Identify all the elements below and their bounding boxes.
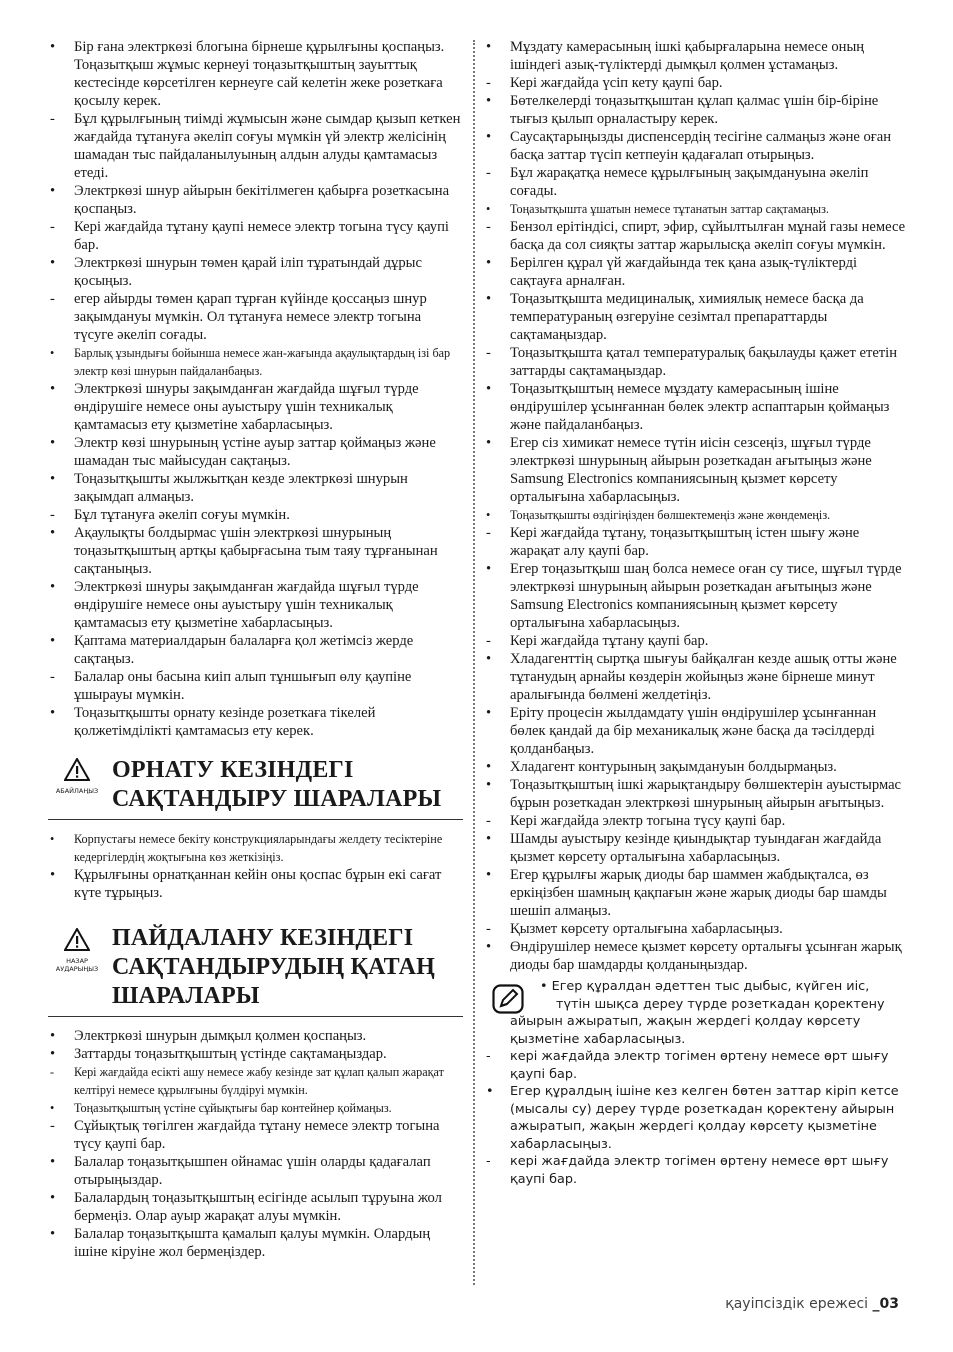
list-item-text: Бұл жарақатқа немесе құрылғының зақымдануына әкеліп соғады. bbox=[510, 165, 869, 199]
list-item bbox=[48, 470, 463, 506]
bullet-marker: • bbox=[486, 777, 492, 793]
bullet-marker: • bbox=[486, 867, 492, 883]
list-item-text: Электр көзі шнурының үстіне ауыр заттар қоймаңыз және шамадан тыс майысудан сақтаңыз. bbox=[74, 435, 436, 469]
list-item-text: Тоңазытқышты өздігіңізден бөлшектемеңіз және жөндемеңіз. bbox=[510, 508, 831, 522]
list-item-text: Кері жағдайда тұтану қаупі бар. bbox=[510, 633, 709, 649]
dash-marker: - bbox=[486, 219, 491, 235]
list-item-text: Балалар оны басына киіп алып тұншығып өлу қаупіне ұшырауы мүмкін. bbox=[74, 669, 412, 703]
list-item-text: Егер құралдың ішіне кез келген бөтен заттар кіріп кетсе (мысалы су) дереу түрде розеткадан қоректену айырын ажыратып, жақын жердегі қолдау көрсету қызметіне хабарласыңыз. bbox=[510, 1084, 899, 1152]
bullet-marker: • bbox=[486, 651, 492, 667]
list-item bbox=[484, 812, 910, 830]
bullet-marker: • bbox=[50, 183, 56, 199]
list-item bbox=[48, 254, 463, 290]
list-item bbox=[48, 1045, 463, 1063]
list-item-text: Бұл құрылғының тиімді жұмысын және сымдар қызып кеткен жағдайда тұтануға әкеліп соғуы мүмкін үй электр желісінің шамадан тыс пайдаланылуының алдын алуды қамтамасыз етеді. bbox=[74, 111, 461, 181]
bullet-marker: • bbox=[486, 1084, 494, 1099]
bullet-marker: • bbox=[50, 579, 56, 595]
bullet-marker: • bbox=[50, 471, 56, 487]
bullet-marker: • bbox=[486, 435, 492, 451]
dash-marker: - bbox=[486, 813, 491, 829]
list-item-text: Саусақтарыңызды диспенсердің тесігіне салмаңыз және оған басқа заттар түсіп кетпеуін қадағалап отырыңыз. bbox=[510, 129, 892, 163]
bullet-marker: • bbox=[50, 525, 56, 541]
list-item bbox=[484, 164, 910, 200]
dash-marker: - bbox=[486, 165, 491, 181]
list-item bbox=[484, 290, 910, 344]
list-item bbox=[484, 1153, 910, 1188]
list-item bbox=[48, 704, 463, 740]
note-rest: айырын ажыратып, жақын жердегі қолдау көрсету қызметіне хабарласыңыз. bbox=[510, 1014, 861, 1047]
list-item-text: Кері жағдайда электр тогына түсу қаупі бар. bbox=[510, 813, 786, 829]
dash-marker: - bbox=[486, 525, 491, 541]
dash-marker: - bbox=[486, 75, 491, 91]
bullet-marker: • bbox=[486, 255, 492, 271]
bullet-marker: • bbox=[50, 381, 56, 397]
caution-caption-2: АУДАРЫҢЫЗ bbox=[55, 965, 99, 973]
list-item bbox=[48, 434, 463, 470]
list-item-text: Бензол ерітіндісі, спирт, эфир, сұйылтылған мұнай газы немесе басқа да сол сияқты заттар жарылысқа әкеліп соғуы мүмкін. bbox=[510, 219, 906, 253]
list-item-text: Қаптама материалдарын балаларға қол жетімсіз жерде сақтаңыз. bbox=[74, 633, 414, 667]
section-title-line1: ОРНАТУ КЕЗІНДЕГІ bbox=[112, 757, 354, 783]
list-item bbox=[48, 1063, 463, 1099]
list-item-text: Тоңазытқышта ұшатын немесе тұтанатын заттар сақтамаңыз. bbox=[510, 202, 829, 216]
list-item bbox=[484, 254, 910, 290]
list-item-text: Егер сіз химикат немесе түтін иісін сезсеңіз, шұғыл түрде электркөзі шнурының айырын розеткадан ағытыңыз және Samsung Electronics компаниясының қызмет көрсету орталығына хабарласыңыз. bbox=[510, 435, 872, 505]
list-item-text: Тоңазытқыштың ішкі жарықтандыру бөлшектерін ауыстырмас бұрын розеткадан электркөзі шнурының айырын ағытыңыз. bbox=[510, 777, 902, 811]
list-item bbox=[484, 758, 910, 776]
list-item bbox=[48, 524, 463, 578]
list-item-text: Өндірушілер немесе қызмет көрсету орталығы ұсынған жарық диоды бар шамдарды қолданыңыздар. bbox=[510, 939, 902, 973]
list-item bbox=[48, 1027, 463, 1045]
page-number: _03 bbox=[872, 1296, 899, 1312]
list-item-text: Егер тоңазытқыш шаң болса немесе оған су тисе, шұғыл түрде электркөзі шнурының айырын розеткадан ағытыңыз және Samsung Electronics компаниясының қызмет көрсету орталығына хабарласыңыз. bbox=[510, 561, 902, 631]
list-item-text: Бөтелкелерді тоңазытқыштан құлап қалмас үшін бір-біріне тығыз қылып орналастыру керек. bbox=[510, 93, 879, 127]
list-item bbox=[48, 1153, 463, 1189]
list-item-text: Электркөзі шнуры зақымданған жағдайда шұғыл түрде өндірушіге немесе оны ауыстыру үшін техникалық қамтамасыз ету қызметіне хабарласыңыз. bbox=[74, 381, 419, 433]
list-item-text: Тоңазытқыштың үстіне сұйықтығы бар контейнер қоймаңыз. bbox=[74, 1101, 392, 1115]
dash-marker: - bbox=[486, 921, 491, 937]
list-item-text: Электркөзі шнуры зақымданған жағдайда шұғыл түрде өндірушіге немесе оны ауыстыру үшін техникалық қамтамасыз ету қызметіне хабарласыңыз. bbox=[74, 579, 419, 631]
list-item bbox=[484, 866, 910, 920]
list-item-text: Тоңазытқышта қатал температуралық бақылауды қажет ететін заттарды сақтамаңыздар. bbox=[510, 345, 898, 379]
dash-marker: - bbox=[50, 1118, 55, 1134]
list-item bbox=[484, 632, 910, 650]
bullet-marker: • bbox=[486, 705, 492, 721]
list-item-text: Шамды ауыстыру кезінде қиындықтар туындаған жағдайда қызмет көрсету орталығына хабарласыңыз. bbox=[510, 831, 882, 865]
list-item-text: Кері жағдайда есікті ашу немесе жабу кезінде зат құлап қалып жарақат келтіруі немесе құрылғыны бүлдіруі мүмкін. bbox=[74, 1065, 444, 1097]
list-item bbox=[484, 506, 910, 524]
warning-icon bbox=[48, 758, 106, 795]
bullet-marker: • bbox=[486, 561, 492, 577]
bullet-marker: • bbox=[486, 831, 492, 847]
list-item bbox=[484, 380, 910, 434]
list-item bbox=[48, 1225, 463, 1261]
list-item-text: Еріту процесін жылдамдату үшін өндірушілер ұсынғаннан бөлек қандай да бір механикалық және басқа да тәсілдерді қолданбаңыз. bbox=[510, 705, 877, 757]
bullet-marker: • bbox=[50, 867, 56, 883]
bullet-marker: • bbox=[50, 705, 56, 721]
dash-marker: - bbox=[50, 291, 55, 307]
bullet-marker: • bbox=[50, 255, 56, 271]
list-item bbox=[484, 344, 910, 380]
list-item-text: кері жағдайда электр тогімен өртену немесе өрт шығу қаупі бар. bbox=[510, 1154, 889, 1187]
section-title-line2: САҚТАНДЫРУ ШАРАЛАРЫ bbox=[112, 786, 442, 812]
footer-label: қауіпсіздік ережесі bbox=[725, 1296, 873, 1312]
list-item bbox=[48, 1099, 463, 1117]
list-item bbox=[48, 290, 463, 344]
list-item bbox=[484, 650, 910, 704]
list-item bbox=[48, 1189, 463, 1225]
list-item-text: Корпустағы немесе бекіту конструкцияларындағы желдету тесіктеріне кедергілердің жоқтығына көз жеткізіңіз. bbox=[74, 832, 443, 864]
list-item bbox=[48, 110, 463, 182]
section-heading-installation bbox=[48, 750, 463, 820]
list-item bbox=[48, 578, 463, 632]
bullet-marker: • bbox=[50, 633, 56, 649]
list-item-text: Құрылғыны орнатқаннан кейін оны қоспас бұрын екі сағат күте тұрыңыз. bbox=[74, 867, 442, 901]
note-line-1: • Егер құралдан әдеттен тыс дыбыс, күйген иіс, bbox=[540, 979, 870, 994]
dash-marker: - bbox=[486, 633, 491, 649]
right-list-usage bbox=[484, 38, 910, 974]
list-item-text: Балалар тоңазытқышпен ойнамас үшін оларды қадағалап отырыңыздар. bbox=[74, 1154, 431, 1188]
list-item-text: Тоңазытқышты жылжытқан кезде электркөзі шнурын зақымдап алмаңыз. bbox=[74, 471, 408, 505]
list-item-text: Балалар тоңазытқышта қамалып қалуы мүмкін. Олардың ішіне кіруіне жол бермеңіздер. bbox=[74, 1226, 431, 1260]
bullet-marker: • bbox=[486, 129, 492, 145]
column-divider bbox=[473, 40, 475, 1285]
bullet-marker: • bbox=[486, 291, 492, 307]
list-item-text: Кері жағдайда үсіп кету қаупі бар. bbox=[510, 75, 723, 91]
list-item bbox=[484, 938, 910, 974]
left-list-power bbox=[48, 38, 463, 740]
bullet-marker: • bbox=[50, 1226, 56, 1242]
note-block bbox=[484, 978, 910, 1048]
bullet-marker: • bbox=[486, 93, 492, 109]
list-item bbox=[48, 344, 463, 380]
list-item bbox=[484, 128, 910, 164]
list-item-text: Электркөзі шнурын төмен қарай іліп тұратындай дұрыс қосыңыз. bbox=[74, 255, 422, 289]
list-item bbox=[48, 380, 463, 434]
bullet-marker: • bbox=[486, 39, 492, 55]
list-item bbox=[484, 920, 910, 938]
note-line-2: түтін шықса дереу түрде розеткадан қоректену bbox=[556, 996, 885, 1012]
dash-marker: - bbox=[50, 507, 55, 523]
list-item bbox=[48, 38, 463, 110]
list-item-text: Кері жағдайда тұтану, тоңазытқыштың істен шығу және жарақат алу қаупі бар. bbox=[510, 525, 860, 559]
list-item bbox=[48, 506, 463, 524]
list-item bbox=[48, 182, 463, 218]
list-item bbox=[48, 830, 463, 866]
left-list-usage bbox=[48, 1027, 463, 1261]
bullet-marker: • bbox=[50, 1028, 56, 1044]
list-item-text: Мұздату камерасының ішкі қабырғаларына немесе оның ішіндегі азық-түліктерді дымқыл қолмен ұстамаңыз. bbox=[510, 39, 865, 73]
section-title-line3: ШАРАЛАРЫ bbox=[112, 983, 260, 1009]
list-item-text: Бір ғана электркөзі блогына бірнеше құрылғыны қоспаңыз. Тоңазытқыш жұмыс кернеуі тоңазытқыштың зауыттық кестесінде көрсетілген кернеуге сай келетін жеке розеткаға қосылу керек. bbox=[74, 39, 445, 109]
list-item-text: Заттарды тоңазытқыштың үстінде сақтамаңыздар. bbox=[74, 1046, 387, 1062]
dash-marker: - bbox=[50, 669, 55, 685]
left-column bbox=[48, 38, 463, 1261]
list-item bbox=[484, 704, 910, 758]
list-item bbox=[484, 38, 910, 74]
list-item bbox=[48, 866, 463, 902]
bullet-marker: • bbox=[50, 1046, 56, 1062]
dash-marker: - bbox=[486, 345, 491, 361]
bullet-marker: • bbox=[50, 435, 56, 451]
list-item-text: Бұл тұтануға әкеліп соғуы мүмкін. bbox=[74, 507, 290, 523]
bullet-marker: • bbox=[50, 1190, 56, 1206]
dash-marker: - bbox=[486, 1049, 491, 1064]
bullet-marker: • bbox=[486, 508, 491, 522]
list-item-text: Электркөзі шнурын дымқыл қолмен қоспаңыз. bbox=[74, 1028, 367, 1044]
dash-marker: - bbox=[50, 111, 55, 127]
list-item bbox=[484, 74, 910, 92]
list-item bbox=[484, 434, 910, 506]
left-list-installation bbox=[48, 830, 463, 902]
list-item-text: Барлық ұзындығы бойынша немесе жан-жағында ақаулықтардың ізі бар электр көзі шнурын пайдаланбаңыз. bbox=[74, 346, 451, 378]
right-list-note bbox=[484, 1048, 910, 1188]
section-title-line2: САҚТАНДЫРУДЫҢ ҚАТАҢ bbox=[112, 954, 435, 980]
bullet-marker: • bbox=[486, 202, 491, 216]
list-item-text: Кері жағдайда тұтану қаупі немесе электр тогына түсу қаупі бар. bbox=[74, 219, 449, 253]
list-item bbox=[48, 668, 463, 704]
list-item-text: Ақаулықты болдырмас үшін электркөзі шнурының тоңазытқыштың артқы қабырғасына тым таяу тұрғанынан сақтаныңыз. bbox=[74, 525, 438, 577]
section-heading-usage bbox=[48, 918, 463, 1017]
list-item bbox=[484, 830, 910, 866]
dash-marker: - bbox=[50, 219, 55, 235]
list-item-text: Сұйықтық төгілген жағдайда тұтану немесе электр тогына түсу қаупі бар. bbox=[74, 1118, 440, 1152]
list-item bbox=[484, 200, 910, 218]
page-footer bbox=[725, 1296, 899, 1312]
list-item bbox=[48, 218, 463, 254]
bullet-marker: • bbox=[50, 832, 55, 846]
bullet-marker: • bbox=[50, 346, 55, 360]
list-item bbox=[484, 560, 910, 632]
list-item bbox=[484, 92, 910, 128]
right-column bbox=[484, 38, 910, 1188]
caution-icon bbox=[48, 928, 106, 973]
list-item-text: Берілген құрал үй жағдайында тек қана азық-түліктерді сақтауға арналған. bbox=[510, 255, 858, 289]
list-item-text: кері жағдайда электр тогімен өртену немесе өрт шығу қаупі бар. bbox=[510, 1049, 889, 1082]
bullet-marker: • bbox=[50, 1154, 56, 1170]
list-item-text: Егер құрылғы жарық диоды бар шаммен жабдықталса, өз еркіңізбен шамның қақпағын және жарық диоды бар шамды шешіп алмаңыз. bbox=[510, 867, 887, 919]
list-item-text: Тоңазытқышты орнату кезінде розеткаға тікелей қолжетімділікті қамтамасыз ету керек. bbox=[74, 705, 376, 739]
list-item-text: Тоңазытқыштың немесе мұздату камерасының ішіне өндірушілер ұсынғаннан бөлек электр аспаптарын қоймаңыз және пайдаланбаңыз. bbox=[510, 381, 890, 433]
caution-caption-1: НАЗАР bbox=[66, 957, 88, 965]
bullet-marker: • bbox=[486, 759, 492, 775]
bullet-marker: • bbox=[50, 1101, 55, 1115]
bullet-marker: • bbox=[486, 381, 492, 397]
list-item-text: Қызмет көрсету орталығына хабарласыңыз. bbox=[510, 921, 783, 937]
list-item-text: Балалардың тоңазытқыштың есігінде асылып тұруына жол бермеңіз. Олар ауыр жарақат алуы мүмкін. bbox=[74, 1190, 442, 1224]
list-item-text: Хладагенттің сыртқа шығуы байқалған кезде ашық отты және тұтанудың арнайы көздерін жойыңыз және бірнеше минут аралығында бөлмені желдетіңіз. bbox=[510, 651, 897, 703]
section-title-line1: ПАЙДАЛАНУ КЕЗІНДЕГІ bbox=[112, 925, 414, 951]
bullet-marker: • bbox=[486, 939, 492, 955]
list-item bbox=[484, 776, 910, 812]
list-item bbox=[48, 632, 463, 668]
list-item-text: Тоңазытқышта медициналық, химиялық немесе басқа да температураның өзгеруіне сезімтал препараттарды сақтамаңыздар. bbox=[510, 291, 864, 343]
list-item bbox=[484, 218, 910, 254]
list-item-text: Хладагент контурының зақымдануын болдырмаңыз. bbox=[510, 759, 837, 775]
list-item bbox=[484, 524, 910, 560]
list-item bbox=[484, 1048, 910, 1083]
bullet-marker: • bbox=[50, 39, 56, 55]
dash-marker: - bbox=[486, 1154, 491, 1169]
list-item-text: Электркөзі шнур айырын бекітілмеген қабырға розеткасына қоспаңыз. bbox=[74, 183, 450, 217]
list-item bbox=[48, 1117, 463, 1153]
list-item-text: егер айырды төмен қарап тұрған күйінде қоссаңыз шнур зақымдануы мүмкін. Ол тұтануға немесе электр тогына түсуге әкеліп соғады. bbox=[74, 291, 427, 343]
warning-caption: АБАЙЛАҢЫЗ bbox=[55, 787, 99, 795]
dash-marker: - bbox=[50, 1065, 55, 1079]
list-item bbox=[484, 1083, 910, 1153]
